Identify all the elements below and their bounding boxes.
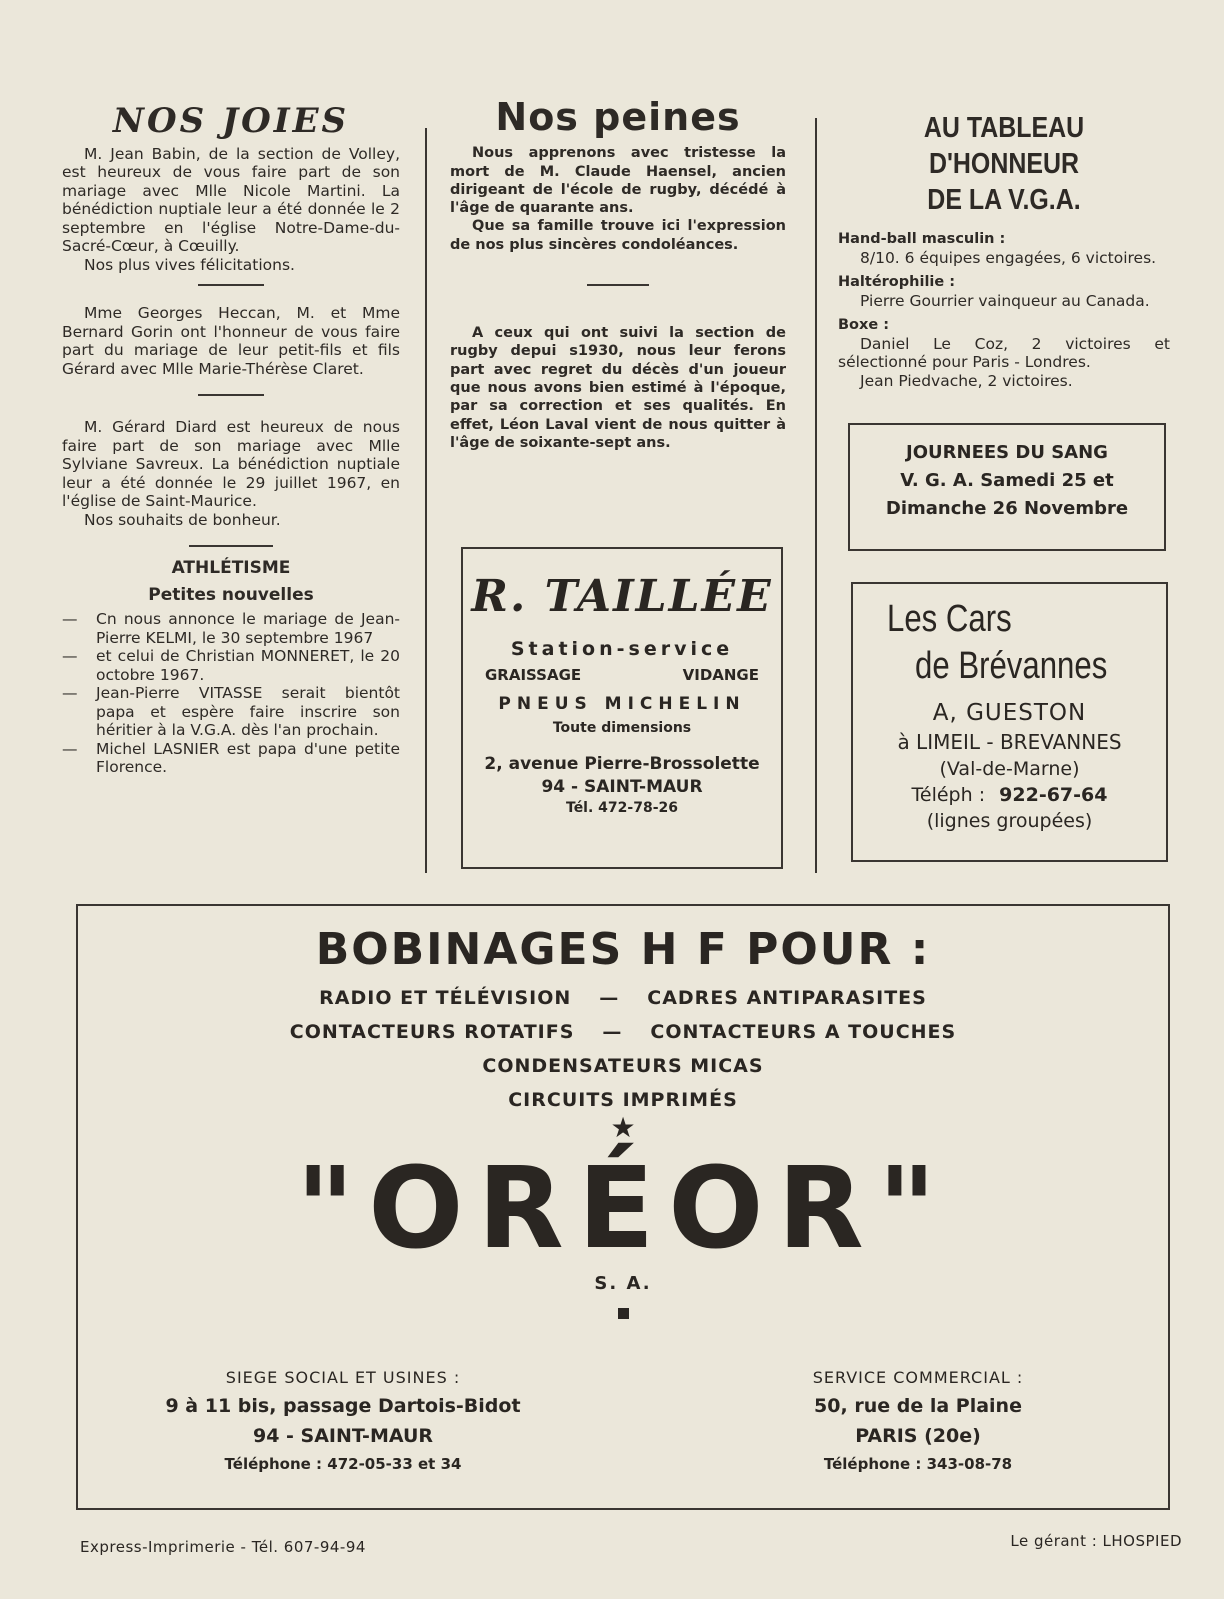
cars-tel-label: Téléph : <box>911 784 986 806</box>
joies-column <box>62 101 400 777</box>
taillee-graissage: GRAISSAGE <box>485 666 582 684</box>
taillee-city: 94 - SAINT-MAUR <box>541 777 703 797</box>
cars-brevannes-advertisement <box>851 582 1168 862</box>
taillee-vidange: VIDANGE <box>682 666 759 684</box>
peines-column <box>450 95 786 452</box>
oreor-right-address <box>768 1368 1068 1473</box>
oreor-touches: CONTACTEURS A TOUCHES <box>650 1021 957 1043</box>
halterophilie-label: Haltérophilie : <box>838 274 956 290</box>
oreor-condensateurs: CONDENSATEURS MICAS <box>482 1055 764 1077</box>
oreor-right-city: PARIS (20e) <box>855 1425 981 1447</box>
taillee-dimensions: Toute dimensions <box>552 720 692 736</box>
oreor-dash: — <box>602 1021 623 1043</box>
cars-line-2: de Brévannes <box>915 645 1108 687</box>
footer-printer: Express-Imprimerie - Tél. 607-94-94 <box>80 1538 366 1556</box>
oreor-left-tel: Téléphone : 472-05-33 et 34 <box>224 1455 462 1473</box>
oreor-sa: S. A. <box>594 1273 652 1294</box>
separator-rule <box>198 284 264 286</box>
tableau-title-line-1: AU TABLEAU D'HONNEUR <box>923 112 1085 180</box>
joies-paragraph-2: Mme Georges Heccan, M. et Mme Bernard Gorin ont l'honneur de vous faire part du mariage de leur petit-fils et fils Gérard avec Mlle Marie-Thérèse Claret. <box>62 304 400 378</box>
sang-line-1: JOURNEES DU SANG <box>906 442 1108 463</box>
sang-line-3: Dimanche 26 Novembre <box>885 498 1129 519</box>
joies-paragraph-3: M. Gérard Diard est heureux de nous faire part de son mariage avec Mlle Sylviane Savreux. La bénédiction nuptiale leur a été donnée le 29 juillet 1967, en l'église de Saint-Maurice. <box>62 418 400 510</box>
oreor-radio-tv: RADIO ET TÉLÉVISION <box>319 987 572 1009</box>
tableau-column <box>838 110 1170 390</box>
list-item: — Jean-Pierre VITASSE serait bientôt papa et espère faire inscrire son héritier à la V.G.A. dès l'an prochain. <box>62 684 400 740</box>
cars-tel: 922-67-64 <box>999 784 1108 806</box>
taillee-advertisement <box>461 547 783 869</box>
oreor-right-label: SERVICE COMMERCIAL : <box>812 1368 1024 1387</box>
tableau-title-line-2: DE LA V.G.A. <box>927 184 1081 216</box>
boxe-text-2: Jean Piedvache, 2 victoires. <box>860 371 1073 390</box>
athletisme-news-list <box>62 610 400 777</box>
cars-city: à LIMEIL - BREVANNES <box>897 730 1122 754</box>
oreor-dash: — <box>599 987 620 1009</box>
oreor-line-1 <box>78 987 1168 1009</box>
footer-manager: Le gérant : LHOSPIED <box>1010 1532 1182 1550</box>
list-item: — Cn nous annonce le mariage de Jean-Pierre KELMI, le 30 septembre 1967 <box>62 610 400 647</box>
list-item: — Michel LASNIER est papa d'une petite Florence. <box>62 740 400 777</box>
sang-line-2: V. G. A. Samedi 25 et <box>900 470 1114 491</box>
handball-label: Hand-ball masculin : <box>838 231 1006 247</box>
cars-name: A, GUESTON <box>932 700 1087 726</box>
oreor-brand: "ORÉOR" <box>295 1144 951 1274</box>
oreor-right-street: 50, rue de la Plaine <box>814 1395 1022 1417</box>
cars-dept: (Val-de-Marne) <box>939 758 1080 780</box>
cars-line-1: Les Cars <box>887 598 1012 640</box>
bullet-square-icon <box>618 1308 629 1319</box>
list-item: — et celui de Christian MONNERET, le 20 octobre 1967. <box>62 647 400 684</box>
oreor-left-address <box>158 1368 528 1473</box>
oreor-left-street: 9 à 11 bis, passage Dartois-Bidot <box>165 1395 521 1417</box>
handball-text: 8/10. 6 équipes engagées, 6 victoires. <box>860 248 1157 267</box>
oreor-left-city: 94 - SAINT-MAUR <box>252 1425 434 1447</box>
peines-paragraph-2: A ceux qui ont suivi la section de rugby depui s1930, nous leur ferons part avec regret du décès d'un joueur que nous avons bien estimé à l'époque, par sa correction et ses qualités. En effet, Léon Laval vient de nous quitter à l'âge de soixante-sept ans. <box>450 325 786 451</box>
athletisme-title: ATHLÉTISME <box>171 558 291 578</box>
joies-paragraph-1b: Nos plus vives félicitations. <box>84 255 295 274</box>
separator-rule <box>587 284 649 286</box>
separator-rule <box>198 394 264 396</box>
halterophilie-text: Pierre Gourrier vainqueur au Canada. <box>860 291 1150 310</box>
oreor-rotatifs: CONTACTEURS ROTATIFS <box>289 1021 575 1043</box>
taillee-name: R. TAILLÉE <box>471 571 773 622</box>
taillee-address: 2, avenue Pierre-Brossolette <box>484 754 760 774</box>
oreor-advertisement <box>76 904 1170 1510</box>
column-divider-right <box>815 118 817 873</box>
journees-du-sang-box <box>848 423 1166 551</box>
boxe-text: Daniel Le Coz, 2 victoires et sélectionné pour Paris - Londres. <box>838 334 1170 371</box>
oreor-right-tel: Téléphone : 343-08-78 <box>823 1455 1013 1473</box>
oreor-cadres: CADRES ANTIPARASITES <box>647 987 927 1009</box>
cars-lines: (lignes groupées) <box>926 810 1093 832</box>
column-divider-left <box>425 128 427 873</box>
oreor-left-label: SIEGE SOCIAL ET USINES : <box>225 1368 461 1387</box>
joies-title: NOS JOIES <box>112 101 350 141</box>
taillee-tel: Tél. 472-78-26 <box>566 800 678 816</box>
peines-paragraph-1b: Que sa famille trouve ici l'expression de nos plus sincères condoléances. <box>450 218 786 253</box>
athletisme-subtitle: Petites nouvelles <box>148 584 314 605</box>
peines-paragraph-1: Nous apprenons avec tristesse la mort de M. Claude Haensel, ancien dirigeant de l'école de rugby, décédé à l'âge de quarante ans. <box>450 145 786 217</box>
cars-phone-row <box>853 784 1166 806</box>
boxe-label: Boxe : <box>838 317 890 333</box>
taillee-services-row <box>463 666 781 684</box>
oreor-circuits: CIRCUITS IMPRIMÉS <box>508 1089 738 1111</box>
taillee-service: Station-service <box>510 638 734 660</box>
oreor-headline: BOBINAGES H F POUR : <box>315 924 931 975</box>
separator-rule <box>189 545 273 547</box>
star-icon: ★ <box>610 1111 636 1144</box>
taillee-pneus: PNEUS MICHELIN <box>498 694 746 714</box>
joies-paragraph-1: M. Jean Babin, de la section de Volley, est heureux de vous faire part de son mariage avec Mlle Nicole Martini. La bénédiction nuptiale leur a été donnée le 2 septembre en l'église Notre-Dame-du-Sacré-Cœur, à Cœuilly. <box>62 144 400 255</box>
oreor-line-2 <box>78 1021 1168 1043</box>
joies-paragraph-3b: Nos souhaits de bonheur. <box>84 510 281 529</box>
peines-title: Nos peines <box>495 95 741 139</box>
